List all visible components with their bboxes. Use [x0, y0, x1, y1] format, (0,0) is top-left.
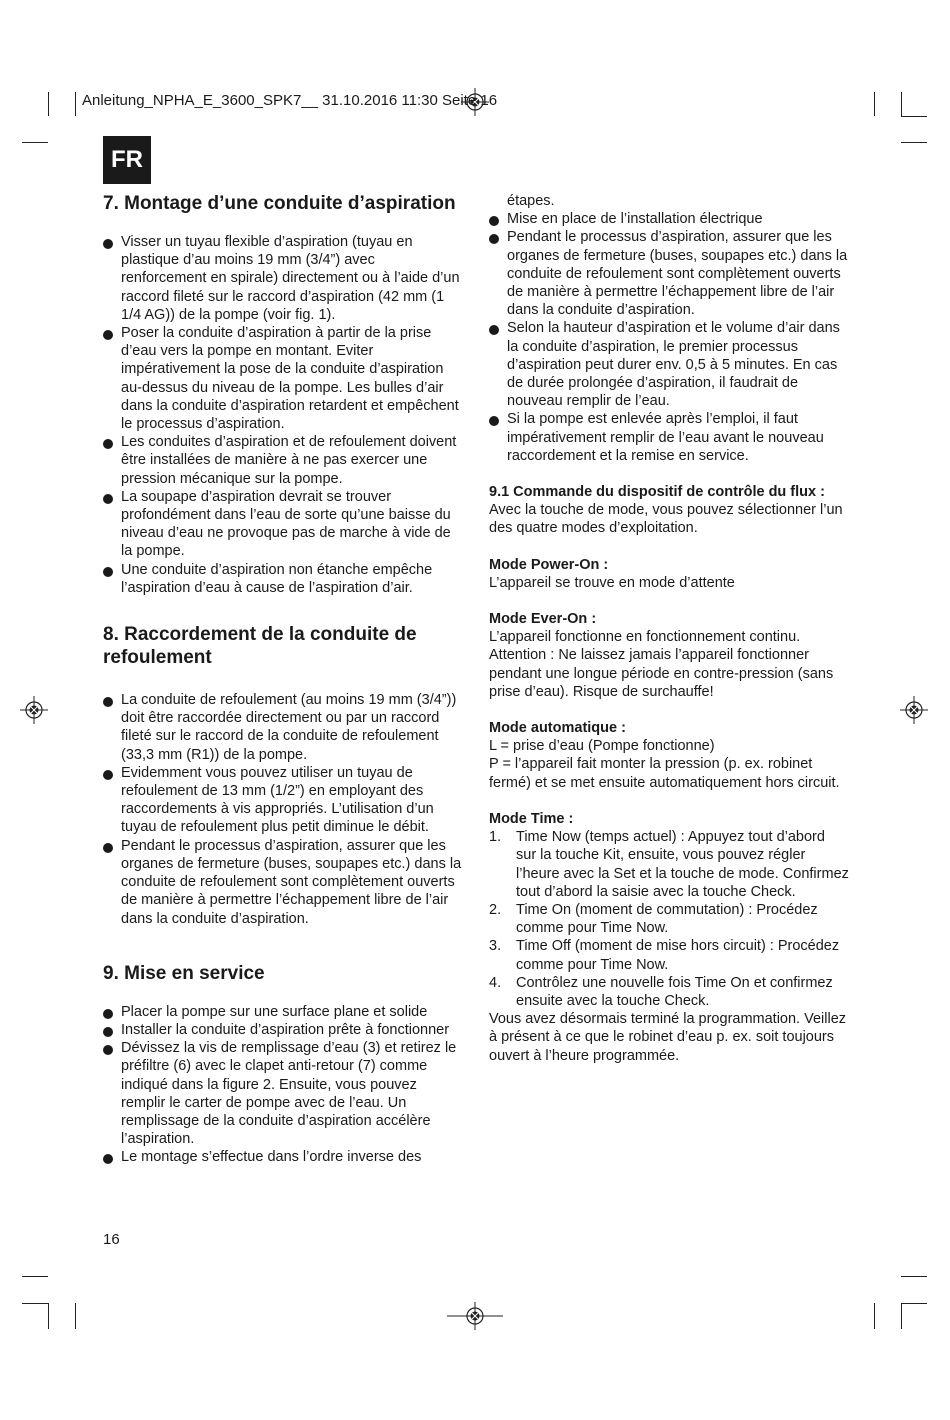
- section-9-list-continued: [489, 210, 849, 465]
- crop-mark: [901, 1276, 927, 1277]
- step-number: 4.: [489, 974, 502, 991]
- mode-power-on-text: L’appareil se trouve en mode d’attente: [489, 574, 735, 591]
- crop-mark: [75, 1303, 76, 1329]
- mode-ever-on-title: Mode Ever-On :: [489, 611, 597, 628]
- crop-mark: [48, 1303, 49, 1329]
- mode-auto-line-2: P = l’appareil fait monter la pression (p. ex. robinet fermé) et se met ensuite automatiquement hors circuit.: [489, 756, 840, 791]
- mode-ever-on-text: L’appareil fonctionne en fonctionnement continu. Attention : Ne laissez jamais l’appareil fonctionner pendant une longue période en contre-pression (sans prise d’eau). Risque de surchauffe!: [489, 629, 834, 700]
- crop-mark: [901, 92, 902, 116]
- section-8-list: [103, 691, 463, 928]
- list-item: Les conduites d’aspiration et de refoulement doivent être installées de manière à ne pas exercer une pression mécanique sur la pompe.: [103, 433, 463, 488]
- step-number: 2.: [489, 901, 502, 918]
- list-item: Une conduite d’aspiration non étanche empêche l’aspiration d’eau à cause de l’aspiration d’air.: [103, 561, 463, 597]
- crop-mark: [901, 1303, 902, 1329]
- section-9-1-title: 9.1 Commande du dispositif de contrôle du flux :: [489, 484, 825, 501]
- section-9-list: [103, 1003, 463, 1167]
- list-item: Pendant le processus d’aspiration, assurer que les organes de fermeture (buses, soupapes etc.) dans la conduite de refoulement sont complètement ouverts de manière à permettre l’échappement libre de l’air dans la conduite d’aspiration.: [103, 837, 463, 928]
- mode-time-steps: [489, 828, 849, 1010]
- crop-mark: [901, 116, 927, 117]
- list-item: Selon la hauteur d’aspiration et le volume d’air dans la conduite d’aspiration, le premier processus d’aspiration peut durer env. 0,5 à 5 minutes. En cas de durée prolongée d’aspiration, il faudrait de nouveau remplir de l’eau.: [489, 319, 849, 410]
- crop-mark: [75, 92, 76, 116]
- section-9-1-text: Avec la touche de mode, vous pouvez sélectionner l’un des quatre modes d’exploitation.: [489, 502, 843, 537]
- language-badge: FR: [103, 136, 151, 184]
- list-item: Dévissez la vis de remplissage d’eau (3) et retirez le préfiltre (6) avec le clapet anti-retour (7) comme indiqué dans la figure 2. Ensuite, vous pouvez remplir le carter de pompe avec de l’eau. Un remplissage de la conduite d’aspiration accélère l’aspiration.: [103, 1039, 463, 1148]
- crop-mark: [874, 1303, 875, 1329]
- list-item: La conduite de refoulement (au moins 19 mm (3/4”)) doit être raccordée directement ou par un raccord fileté sur le raccord de la conduite de refoulement (33,3 mm (R1)) de la pompe.: [103, 691, 463, 764]
- list-item: Installer la conduite d’aspiration prête à fonctionner: [103, 1021, 463, 1039]
- file-header: Anleitung_NPHA_E_3600_SPK7__ 31.10.2016 11:30 Seite 16: [82, 92, 498, 109]
- section-8-title: 8. Raccordement de la conduite de refoulement: [103, 624, 417, 669]
- list-item: Visser un tuyau flexible d’aspiration (tuyau en plastique d’au moins 19 mm (3/4”) avec renforcement en spirale) directement ou à l’aide d’un raccord fileté sur le raccord d’aspiration (42 mm (1 1/4 AG)) de la pompe (voir fig. 1).: [103, 233, 463, 324]
- registration-mark-icon: [900, 696, 928, 724]
- step-text: Time On (moment de commutation) : Procédez comme pour Time Now.: [516, 901, 818, 937]
- crop-mark: [901, 1303, 927, 1304]
- mode-auto-line-1: L = prise d’eau (Pompe fonctionne): [489, 738, 715, 755]
- crop-mark: [48, 92, 49, 116]
- page-number: 16: [103, 1231, 120, 1248]
- step-text: Contrôlez une nouvelle fois Time On et confirmez ensuite avec la touche Check.: [516, 974, 833, 1009]
- list-item: Placer la pompe sur une surface plane et solide: [103, 1003, 463, 1021]
- section-7-list: [103, 233, 463, 597]
- crop-mark: [901, 142, 927, 143]
- list-item: [489, 828, 849, 901]
- step-text: Time Off (moment de mise hors circuit) : Procédez comme pour Time Now.: [516, 938, 840, 973]
- crop-mark: [874, 92, 875, 116]
- list-item: [489, 901, 849, 937]
- list-item: Pendant le processus d’aspiration, assurer que les organes de fermeture (buses, soupapes etc.) dans la conduite de refoulement sont complètement ouverts de manière à permettre l’échappement libre de l’air dans la conduite d’aspiration.: [489, 228, 849, 319]
- mode-time-title: Mode Time :: [489, 810, 574, 827]
- section-7-title: 7. Montage d’une conduite d’aspiration: [103, 193, 456, 214]
- list-item: [489, 937, 849, 973]
- step-text: Time Now (temps actuel) : Appuyez tout d’abord sur la touche Kit, ensuite, vous pouvez régler l’heure avec la Set et la touche de mode. Confirmez tout d’abord la saisie avec la touche Check.: [516, 829, 849, 900]
- left-column: [103, 192, 463, 1167]
- registration-mark-icon: [20, 696, 48, 724]
- step-number: 1.: [489, 829, 502, 846]
- list-item: La soupape d’aspiration devrait se trouver profondément dans l’eau de sorte qu’une baisse du niveau d’eau ne provoque pas de marche à vide de la pompe.: [103, 488, 463, 561]
- crop-mark: [22, 1276, 48, 1277]
- list-item: Poser la conduite d’aspiration à partir de la prise d’eau vers la pompe en montant. Eviter impérativement la pose de la conduite d’aspiration au-dessus du niveau de la pompe. Les bulles d’air dans la conduite d’aspiration retardent et empêchent le processus d’aspiration.: [103, 324, 463, 433]
- section-9-title: 9. Mise en service: [103, 962, 265, 984]
- mode-time-closing: Vous avez désormais terminé la programmation. Veillez à présent à ce que le robinet d’eau p. ex. soit toujours ouvert à l’heure programmée.: [489, 1011, 847, 1064]
- list-item: Si la pompe est enlevée après l’emploi, il faut impérativement remplir de l’eau avant le nouveau raccordement et la remise en service.: [489, 410, 849, 465]
- registration-mark-icon: [447, 1302, 503, 1330]
- list-item: Le montage s’effectue dans l’ordre inverse des: [103, 1148, 463, 1166]
- crop-mark: [22, 142, 48, 143]
- crop-mark: [22, 1303, 48, 1304]
- continuation-text: étapes.: [507, 193, 555, 209]
- mode-power-on-title: Mode Power-On :: [489, 556, 609, 573]
- list-item: Evidemment vous pouvez utiliser un tuyau de refoulement de 13 mm (1/2”) en employant des raccordements à vis appropriés. L’utilisation d’un tuyau de refoulement plus petit diminue le débit.: [103, 764, 463, 837]
- step-number: 3.: [489, 938, 502, 955]
- mode-auto-title: Mode automatique :: [489, 720, 626, 737]
- right-column: [489, 192, 849, 1065]
- list-item: Mise en place de l’installation électrique: [489, 210, 849, 228]
- list-item: [489, 974, 849, 1010]
